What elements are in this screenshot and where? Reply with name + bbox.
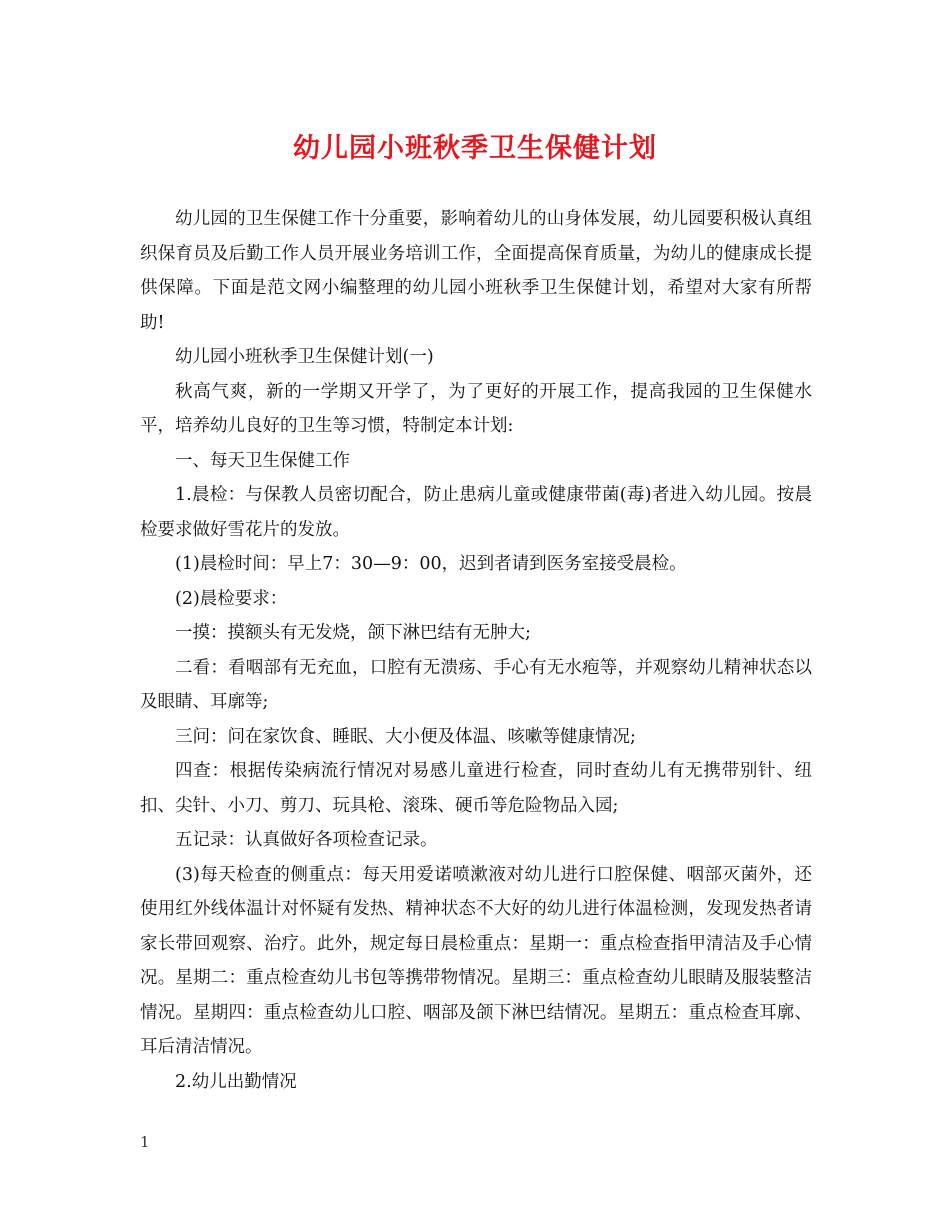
document-title: 幼儿园小班秋季卫生保健计划 bbox=[293, 133, 657, 164]
paragraph: 四查：根据传染病流行情况对易感儿童进行检查，同时查幼儿有无携带别针、纽扣、尖针、小刀、剪刀、玩具枪、滚珠、硬币等危险物品入园; bbox=[140, 761, 812, 816]
paragraph: (2)晨检要求： bbox=[175, 588, 288, 609]
paragraph: (3)每天检查的侧重点：每天用爱诺喷漱液对幼儿进行口腔保健、咽部灭菌外，还使用红外线体温计对怀疑有发热、精神状态不大好的幼儿进行体温检测，发现发热者请家长带回观察、治疗。此外，规定每日晨检重点：星期一：重点检查指甲清洁及手心情况。星期二：重点检查幼儿书包等携带物情况。星期三：重点检查幼儿眼睛及服装整洁情况。星期四：重点检查幼儿口腔、咽部及颌下淋巴结情况。星期五：重点检查耳廓、耳后清洁情况。 bbox=[140, 864, 812, 1057]
paragraph: 幼儿园的卫生保健工作十分重要，影响着幼儿的山身体发展，幼儿园要积极认真组织保育员及后勤工作人员开展业务培训工作，全面提高保育质量，为幼儿的健康成长提供保障。下面是范文网小编整理的幼儿园小班秋季卫生保健计划，希望对大家有所帮助! bbox=[140, 209, 812, 333]
paragraph: 二看：看咽部有无充血，口腔有无溃疡、手心有无水疱等，并观察幼儿精神状态以及眼睛、耳廓等; bbox=[140, 657, 812, 712]
paragraph: 一、每天卫生保健工作 bbox=[175, 450, 350, 471]
paragraph: 三问：问在家饮食、睡眠、大小便及体温、咳嗽等健康情况; bbox=[175, 726, 636, 747]
paragraph: 秋高气爽，新的一学期又开学了，为了更好的开展工作，提高我园的卫生保健水平，培养幼儿良好的卫生等习惯，特制定本计划: bbox=[140, 381, 812, 436]
paragraph: 五记录：认真做好各项检查记录。 bbox=[175, 830, 438, 850]
paragraph: 一摸：摸额头有无发烧，颌下淋巴结有无肿大; bbox=[175, 623, 531, 643]
paragraph: 2.幼儿出勤情况 bbox=[175, 1071, 297, 1092]
paragraph: 1.晨检：与保教人员密切配合，防止患病儿童或健康带菌(毒)者进入幼儿园。按晨检要求做好雪花片的发放。 bbox=[140, 485, 812, 540]
paragraph: (1)晨检时间：早上7：30—9：00，迟到者请到医务室接受晨检。 bbox=[175, 554, 687, 574]
paragraph: 幼儿园小班秋季卫生保健计划(一) bbox=[175, 347, 434, 367]
page-number: 1 bbox=[140, 1133, 150, 1151]
document-body bbox=[140, 202, 812, 1099]
